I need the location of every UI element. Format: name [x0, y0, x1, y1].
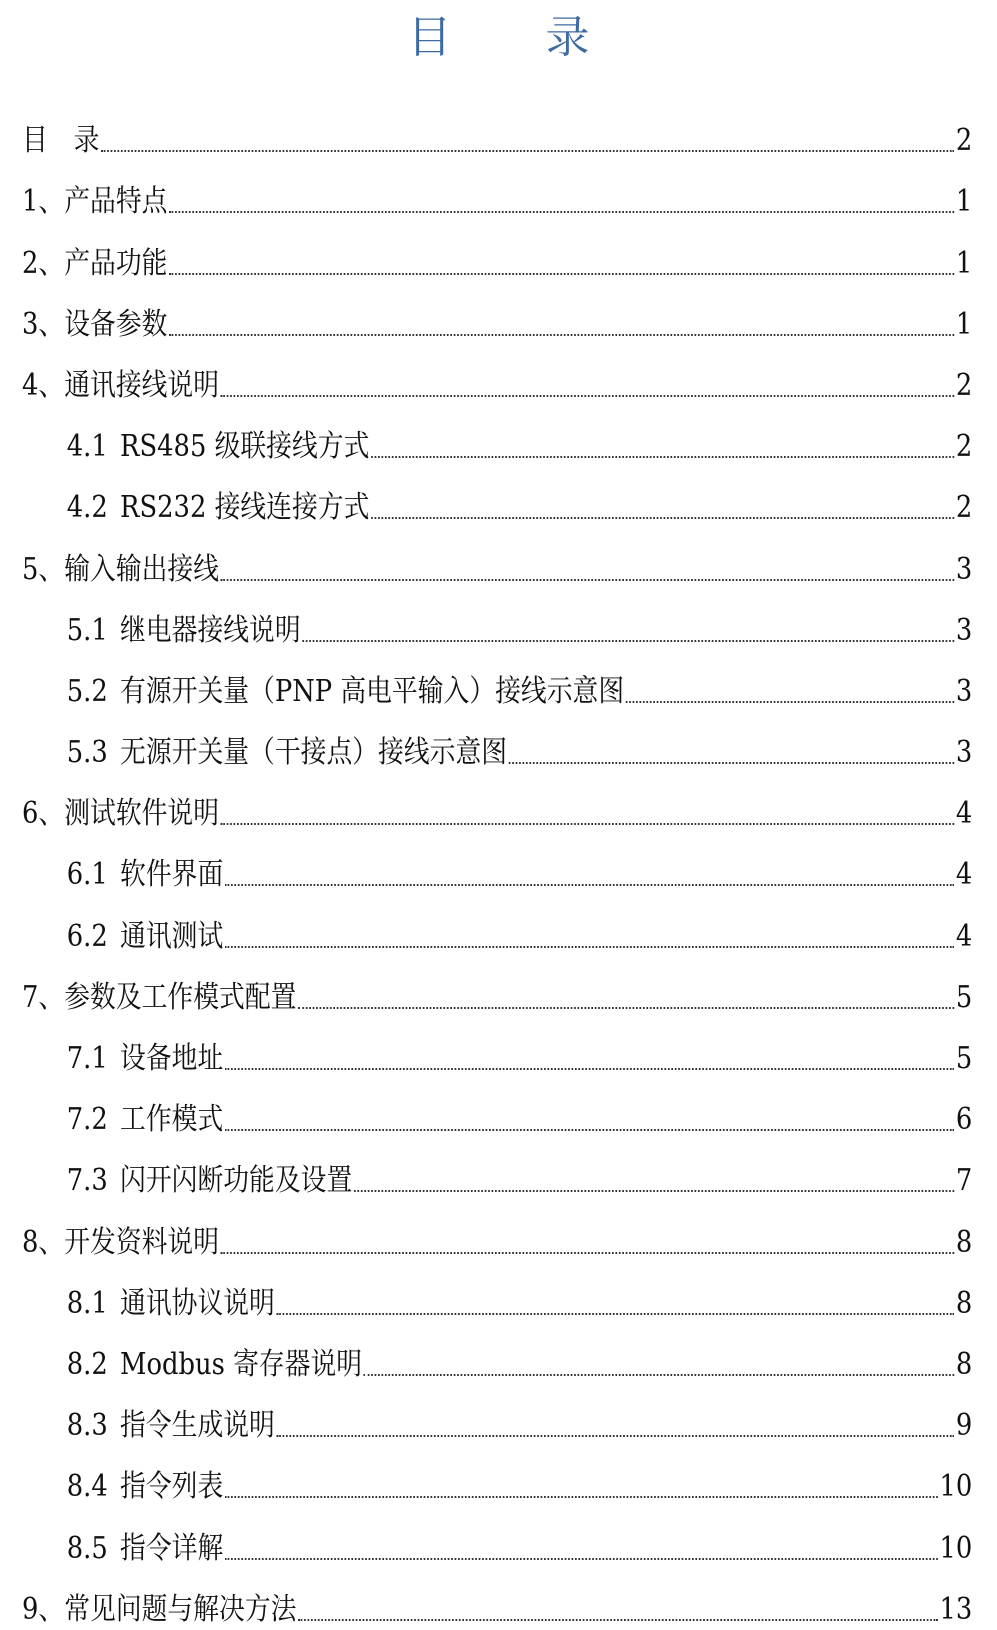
toc-entry-page-number: 4 — [955, 918, 973, 954]
toc-entry[interactable] — [22, 1140, 972, 1201]
toc-entry-number: 7.2 — [66, 1102, 108, 1138]
toc-entry-number: 6.2 — [66, 918, 108, 954]
toc-entry-title: 工作模式 — [120, 1102, 224, 1138]
toc-entry[interactable] — [22, 161, 972, 222]
dot-leader — [225, 1128, 954, 1131]
dot-leader — [509, 761, 954, 764]
toc-entry-title: 指令生成说明 — [120, 1408, 275, 1444]
dot-leader — [225, 883, 954, 886]
toc-entry-page-number: 7 — [955, 1163, 973, 1199]
dot-leader — [277, 1434, 955, 1437]
dot-leader — [225, 1067, 954, 1070]
toc-entry-number: 8.1 — [66, 1285, 108, 1321]
dot-leader — [221, 1251, 954, 1254]
toc-entry-title: 有源开关量（PNP 高电平输入）接线示意图 — [120, 673, 625, 709]
toc-entry-title: 闪开闪断功能及设置 — [120, 1163, 353, 1199]
dot-leader — [371, 455, 954, 458]
toc-entry[interactable] — [22, 712, 972, 773]
toc-entry-number: 4.2 — [66, 490, 108, 526]
dot-leader — [169, 333, 954, 336]
toc-entry-page-number: 10 — [939, 1469, 973, 1505]
toc-entry-title: 开发资料说明 — [64, 1224, 220, 1260]
toc-entry[interactable] — [22, 1079, 972, 1140]
toc-entry[interactable] — [22, 1446, 972, 1507]
toc-entry[interactable] — [22, 1385, 972, 1446]
toc-entry-title: 录 — [73, 123, 100, 159]
toc-entry-title: 继电器接线说明 — [120, 612, 301, 648]
toc-entry-number: 8.3 — [66, 1408, 108, 1444]
toc-entry-number: 4.1 — [66, 429, 108, 465]
toc-entry[interactable] — [22, 590, 972, 651]
toc-entry-number: 5.1 — [66, 612, 108, 648]
toc-entry-number: 3、 — [22, 306, 65, 342]
dot-leader — [221, 578, 954, 581]
toc-entry[interactable] — [22, 651, 972, 712]
toc-entry-number: 8、 — [22, 1224, 65, 1260]
toc-entry-number: 7.3 — [66, 1163, 108, 1199]
dot-leader — [169, 210, 954, 213]
toc-entry[interactable] — [22, 222, 972, 283]
toc-entry-number: 7、 — [22, 979, 65, 1015]
dot-leader — [225, 945, 954, 948]
dot-leader — [277, 1312, 955, 1315]
toc-entry[interactable] — [22, 957, 972, 1018]
toc-entry-page-number: 4 — [955, 796, 973, 832]
toc-entry-number: 8.5 — [66, 1530, 108, 1566]
dot-leader — [371, 516, 954, 519]
toc-entry[interactable] — [22, 1324, 972, 1385]
toc-entry-number: 8.2 — [66, 1346, 108, 1382]
toc-entry-title: 输入输出接线 — [64, 551, 220, 587]
toc-entry-title: 测试软件说明 — [64, 796, 220, 832]
toc-entry-title: 产品特点 — [64, 184, 168, 220]
page-title: 目 录 — [407, 12, 630, 63]
toc-entry-title: RS485 级联接线方式 — [120, 429, 370, 465]
toc-entry-title: 设备地址 — [120, 1041, 224, 1076]
toc-entry-title: Modbus 寄存器说明 — [120, 1346, 363, 1382]
dot-leader — [221, 394, 954, 397]
toc-entry-number: 5、 — [22, 551, 65, 587]
toc-entry-page-number: 8 — [955, 1224, 973, 1260]
toc-entry-title: 指令列表 — [120, 1469, 224, 1505]
toc-entry-title: 软件界面 — [120, 857, 224, 893]
toc-entry-title: 指令详解 — [120, 1530, 224, 1566]
toc-entry-title: 设备参数 — [64, 306, 168, 342]
toc-entry-page-number: 3 — [955, 735, 973, 771]
toc-entry-number: 9、 — [22, 1591, 65, 1627]
toc-entry-page-number: 2 — [955, 490, 973, 526]
toc-entry-number: 4、 — [22, 367, 65, 403]
dot-leader — [101, 149, 954, 152]
dot-leader — [302, 639, 954, 642]
toc-entry[interactable] — [22, 895, 972, 956]
toc-entry-page-number: 6 — [955, 1102, 973, 1138]
toc-entry[interactable] — [22, 406, 972, 467]
toc-entry-page-number: 2 — [955, 123, 973, 159]
toc-entry-number: 目 — [22, 123, 74, 159]
toc-entry-page-number: 9 — [955, 1408, 973, 1444]
toc-entry-number: 2、 — [22, 245, 65, 281]
dot-leader — [221, 822, 954, 825]
toc-entry-number: 5.2 — [66, 673, 108, 709]
dot-leader — [354, 1189, 954, 1192]
toc-entry-title: 通讯接线说明 — [64, 367, 220, 403]
toc-entry-number: 6、 — [22, 796, 65, 832]
toc-entry-page-number: 5 — [955, 979, 973, 1015]
toc-entry-page-number: 10 — [939, 1530, 973, 1566]
toc-entry-number: 8.4 — [66, 1469, 108, 1505]
dot-leader — [364, 1373, 954, 1376]
toc-entry-page-number: 3 — [955, 551, 973, 587]
toc-entry[interactable] — [22, 1201, 972, 1262]
toc-entry-page-number: 8 — [955, 1285, 973, 1321]
toc-entry-page-number: 3 — [955, 673, 973, 709]
toc-entry[interactable] — [22, 1263, 972, 1324]
toc-entry-page-number: 2 — [955, 367, 973, 403]
dot-leader — [626, 700, 954, 703]
toc-entry-title: 产品功能 — [64, 245, 168, 281]
toc-entry-page-number: 8 — [955, 1346, 973, 1382]
toc-entry-title: 通讯协议说明 — [120, 1285, 275, 1321]
toc-entry-page-number: 3 — [955, 612, 973, 648]
toc-entry[interactable] — [22, 528, 972, 589]
toc-entry-number: 1、 — [22, 184, 65, 220]
dot-leader — [298, 1006, 954, 1009]
toc-entry-page-number: 1 — [955, 184, 973, 220]
toc-entry[interactable] — [22, 467, 972, 528]
dot-leader — [225, 1557, 938, 1560]
toc-entry[interactable] — [22, 834, 972, 895]
toc-entry-page-number: 5 — [955, 1041, 973, 1076]
toc-entry-page-number: 1 — [955, 306, 973, 342]
toc-entry[interactable] — [22, 1569, 972, 1630]
toc-entry[interactable] — [22, 345, 972, 406]
dot-leader — [298, 1618, 938, 1621]
toc-entry[interactable] — [22, 284, 972, 345]
toc-entry-title: 无源开关量（干接点）接线示意图 — [120, 735, 508, 771]
dot-leader — [225, 1495, 938, 1498]
toc-entry-title: RS232 接线连接方式 — [120, 490, 370, 526]
toc-entry-title: 通讯测试 — [120, 918, 224, 954]
toc-entry-title: 参数及工作模式配置 — [64, 979, 297, 1015]
toc-entry-number: 6.1 — [66, 857, 108, 893]
toc-entry-page-number: 2 — [955, 429, 973, 465]
toc-entry[interactable] — [22, 773, 972, 834]
toc-entry-number: 5.3 — [66, 735, 108, 771]
dot-leader — [169, 272, 954, 275]
toc-entry[interactable] — [22, 100, 972, 161]
toc-entry-page-number: 13 — [939, 1591, 973, 1627]
toc-entry[interactable] — [22, 1018, 972, 1079]
toc-list — [22, 100, 972, 1630]
toc-entry-page-number: 4 — [955, 857, 973, 893]
toc-entry-page-number: 1 — [955, 245, 973, 281]
toc-entry[interactable] — [22, 1507, 972, 1568]
toc-entry-number: 7.1 — [66, 1041, 108, 1076]
toc-entry-title: 常见问题与解决方法 — [64, 1591, 297, 1627]
